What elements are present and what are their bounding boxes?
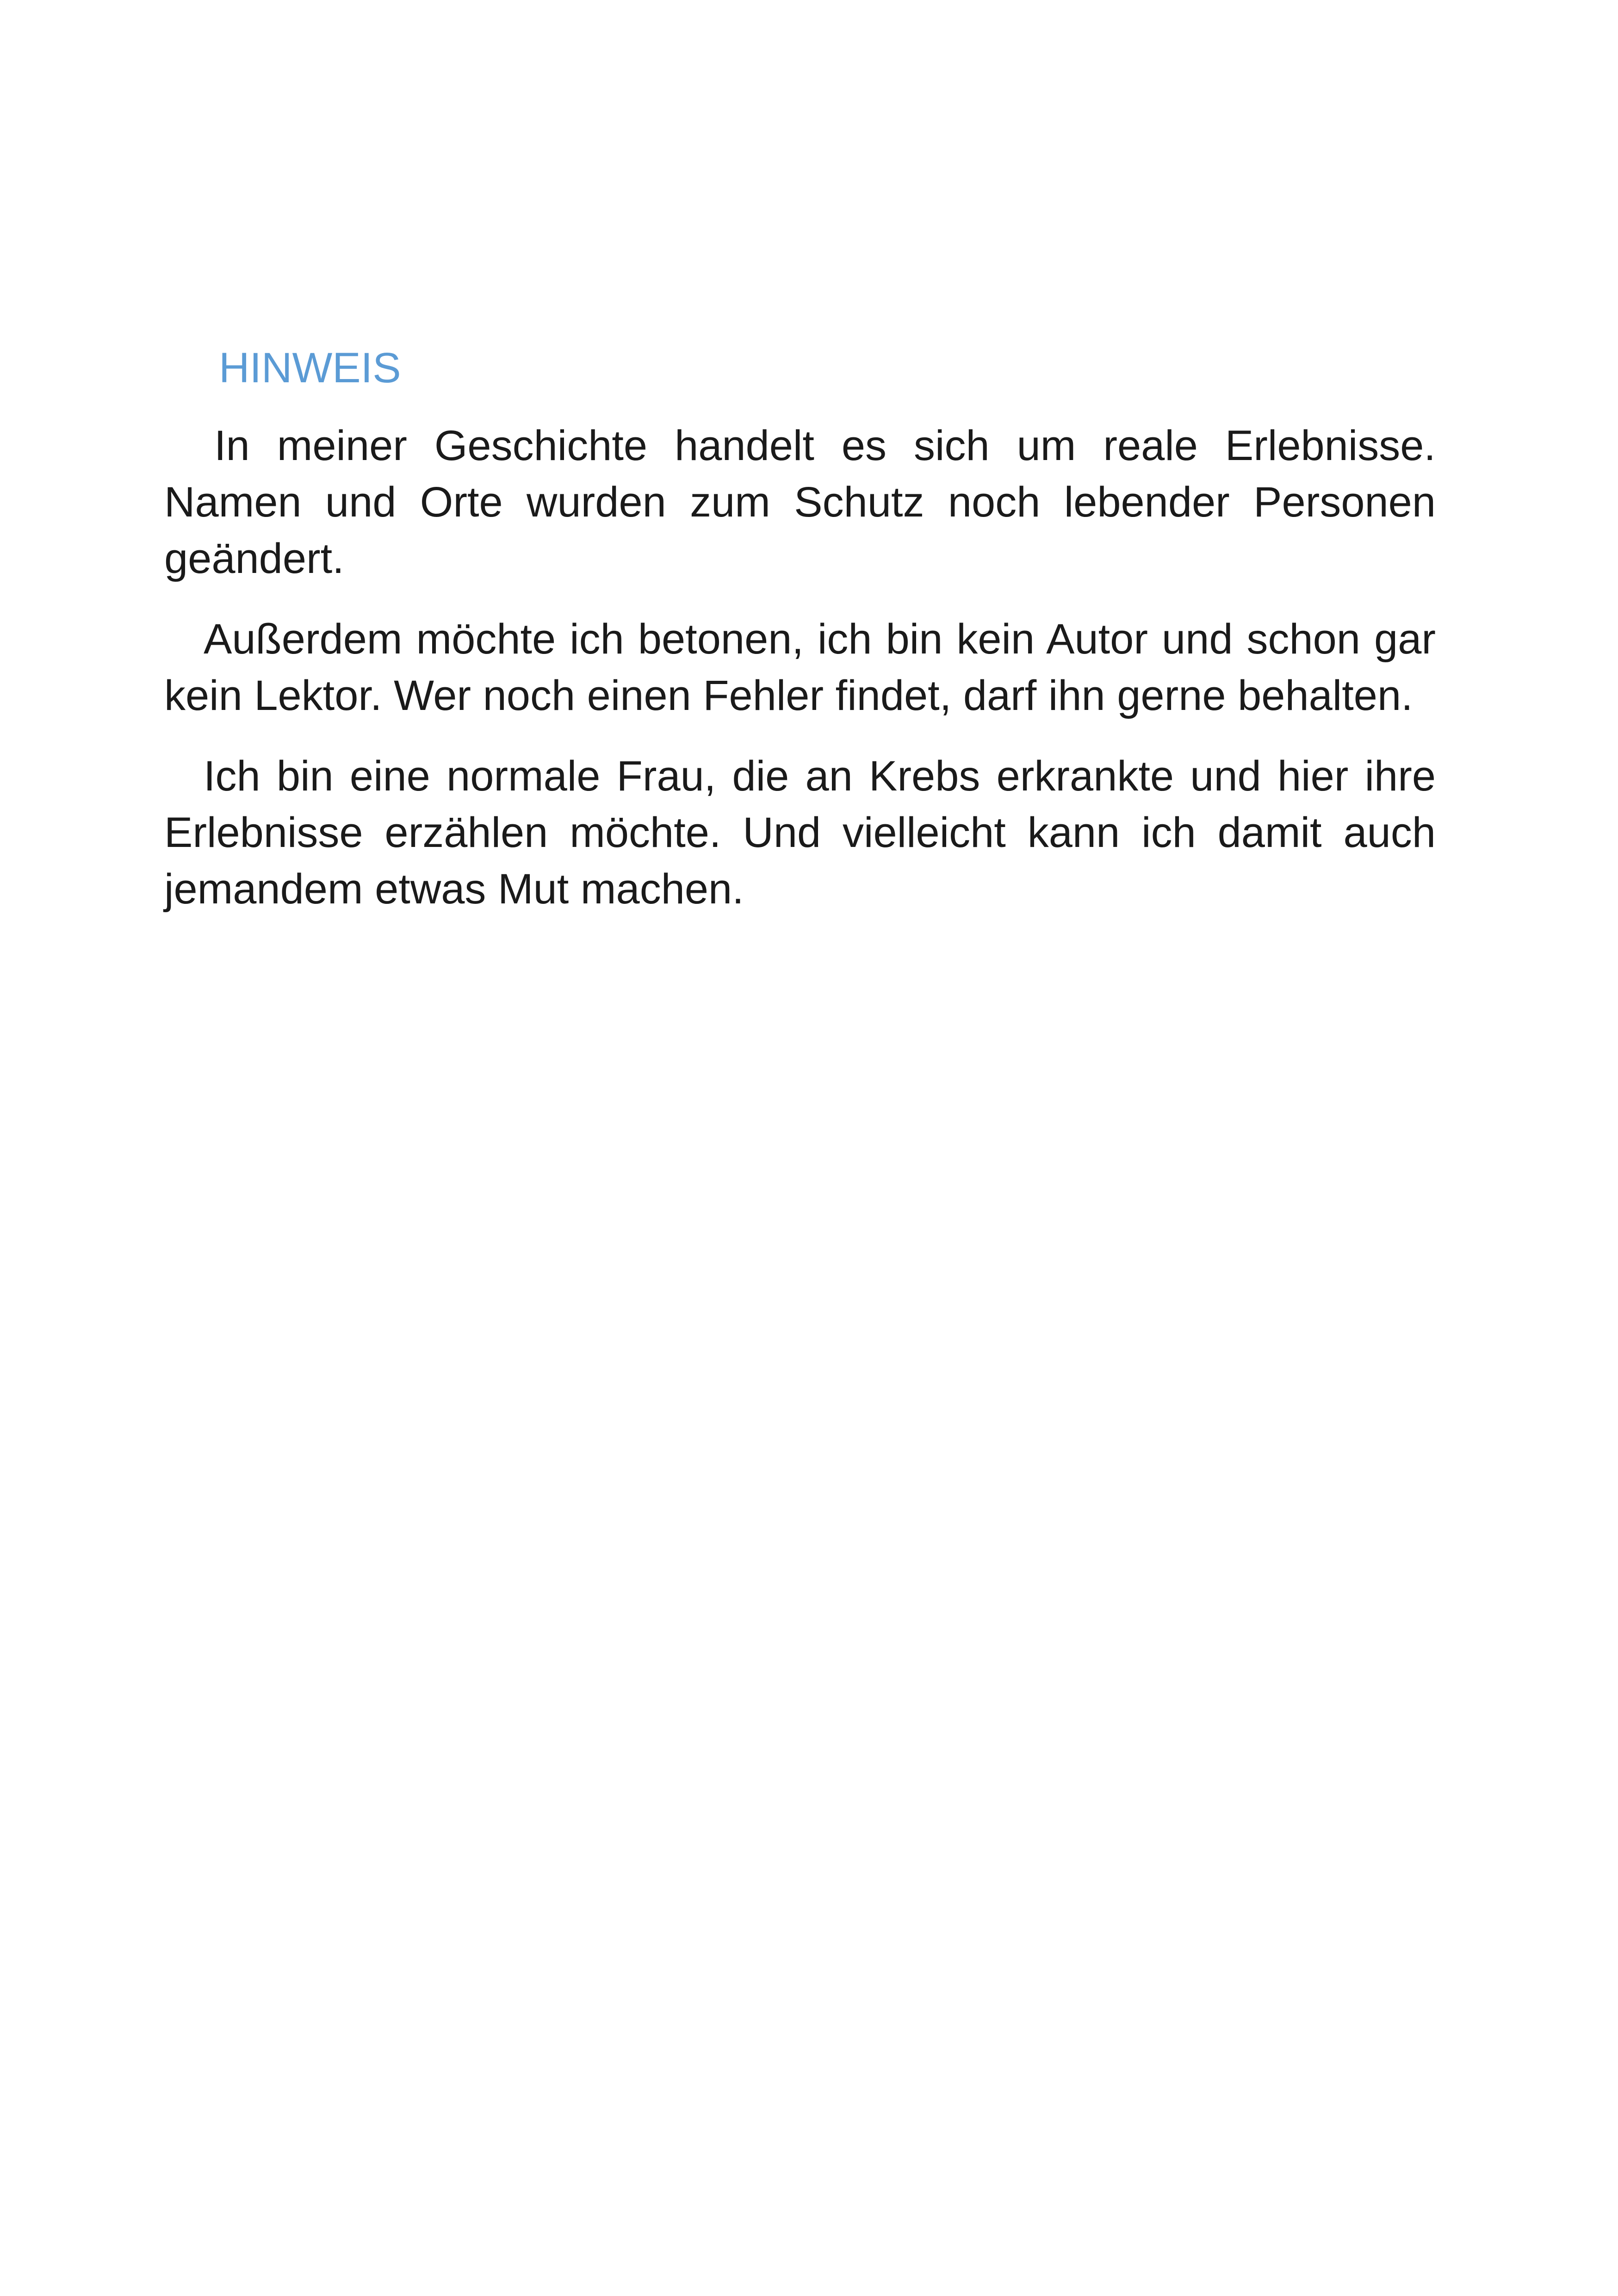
paragraph-disclaimer: Außerdem möchte ich betonen, ich bin kein Autor und schon gar kein Lektor. Wer noch einen Fehler findet, darf ihn gerne behalten. [164, 616, 1436, 719]
document-body [164, 342, 1436, 941]
section-heading: HINWEIS [219, 344, 401, 392]
paragraph-notice: In meiner Geschichte handelt es sich um reale Erlebnisse. Namen und Orte wurden zum Schutz noch lebender Personen geändert. [164, 422, 1436, 582]
paragraph-intent: Ich bin eine normale Frau, die an Krebs erkrankte und hier ihre Erlebnisse erzählen möchte. Und vielleicht kann ich damit auch jemandem etwas Mut machen. [164, 753, 1436, 913]
